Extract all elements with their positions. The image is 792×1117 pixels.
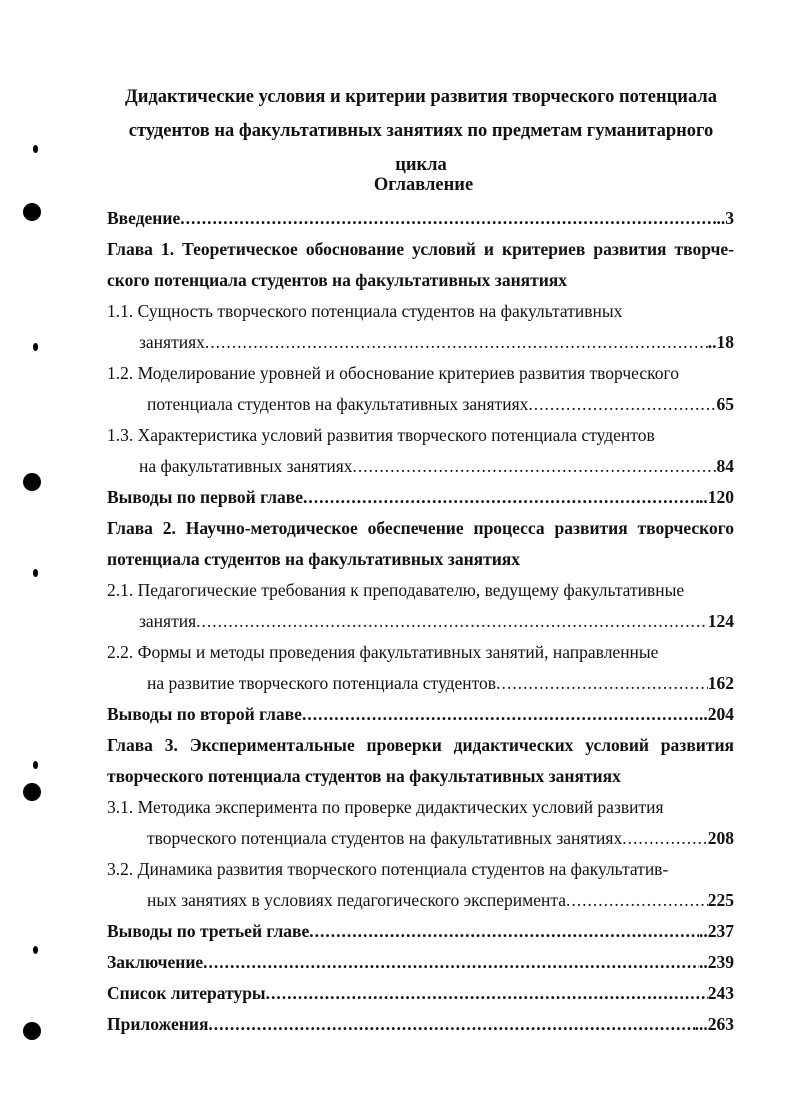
toc-section-3-2-cont [107, 885, 734, 916]
toc-section-2-2[interactable] [107, 637, 734, 668]
toc-chapter-1[interactable] [107, 234, 734, 265]
toc-entry-label: Введение [107, 208, 181, 228]
toc-chapter-title-cont: творческого потенциала студентов на факультативных занятиях [107, 766, 621, 786]
toc-section-1-2-cont [107, 389, 734, 420]
toc-page-number: ...263 [694, 1014, 734, 1034]
punch-hole [23, 783, 41, 801]
toc-section-1-1-cont [107, 327, 734, 358]
toc-section-title-cont: ных занятиях в условиях педагогического эксперимента [147, 890, 567, 910]
toc-section-1-1[interactable] [107, 296, 734, 327]
toc-section-title: 1.2. Моделирование уровней и обоснование критериев развития творческого [107, 363, 679, 383]
toc-entry-intro[interactable] [107, 203, 734, 234]
toc-section-1-2[interactable] [107, 358, 734, 389]
document-title: Дидактические условия и критерии развития творческого потенциала студентов на факультативных занятиях по предметам гуманитарного цикла [125, 87, 717, 175]
toc-leader-dots [622, 823, 708, 854]
toc-leader-dots [302, 699, 699, 730]
toc-section-1-3[interactable] [107, 420, 734, 451]
punch-hole [23, 203, 41, 221]
punch-mark [33, 761, 38, 769]
toc-leader-dots [566, 885, 708, 916]
toc-page-number: 243 [707, 983, 734, 1003]
toc-leader-dots [205, 327, 708, 358]
toc-section-3-2[interactable] [107, 854, 734, 885]
toc-chapter-title: Глава 1. Теоретическое обоснование условий и критериев развития творче- [107, 239, 734, 259]
toc-section-1-3-cont [107, 451, 734, 482]
toc-section-title: 2.2. Формы и методы проведения факультативных занятий, направленные [107, 642, 659, 662]
toc-chapter-title: Глава 2. Научно-методическое обеспечение процесса развития творческого [107, 518, 734, 538]
toc-page-number: 84 [716, 456, 734, 476]
toc-section-2-1-cont [107, 606, 734, 637]
punch-mark [33, 569, 38, 577]
toc-chapter-2[interactable] [107, 513, 734, 544]
toc-section-3-1-cont [107, 823, 734, 854]
toc-page-number: 162 [707, 673, 734, 693]
toc-page-number: ..3 [716, 208, 734, 228]
toc-section-title-cont: потенциала студентов на факультативных занятиях [147, 394, 529, 414]
toc-entry-label: Выводы по первой главе [107, 487, 303, 507]
toc-entry-label: Заключение [107, 952, 204, 972]
toc-section-title: 3.1. Методика эксперимента по проверке дидактических условий развития [107, 797, 664, 817]
toc-chapter-2-cont [107, 544, 734, 575]
toc-section-title: 3.2. Динамика развития творческого потенциала студентов на факультатив- [107, 859, 669, 879]
punch-hole [23, 473, 41, 491]
punch-hole [23, 1022, 41, 1040]
toc-section-2-1[interactable] [107, 575, 734, 606]
toc-section-3-1[interactable] [107, 792, 734, 823]
toc-conclusions-3[interactable] [107, 916, 734, 947]
punch-mark [33, 343, 38, 351]
toc-section-title-cont: творческого потенциала студентов на факультативных занятиях [147, 828, 623, 848]
toc-section-title-cont: занятиях [139, 332, 205, 352]
toc-leader-dots [528, 389, 716, 420]
toc-section-title: 1.1. Сущность творческого потенциала студентов на факультативных [107, 301, 623, 321]
toc-section-2-2-cont [107, 668, 734, 699]
toc-leader-dots [266, 978, 708, 1009]
toc-leader-dots [180, 203, 716, 234]
toc-page-number: ..239 [699, 952, 734, 972]
table-of-contents [107, 203, 734, 1040]
punch-mark [33, 145, 38, 153]
toc-leader-dots [496, 668, 708, 699]
toc-section-title-cont: на развитие творческого потенциала студентов [147, 673, 497, 693]
toc-leader-dots [208, 1009, 694, 1040]
toc-leader-dots [203, 947, 699, 978]
toc-entry-label: Приложения [107, 1014, 209, 1034]
toc-conclusion[interactable] [107, 947, 734, 978]
toc-entry-label: Выводы по второй главе [107, 704, 302, 724]
toc-section-title: 1.3. Характеристика условий развития творческого потенциала студентов [107, 425, 655, 445]
toc-leader-dots [309, 916, 699, 947]
toc-heading: Оглавление [373, 175, 474, 195]
toc-section-title-cont: занятия [139, 611, 197, 631]
toc-section-title-cont: на факультативных занятиях [139, 456, 353, 476]
toc-chapter-1-cont [107, 265, 734, 296]
toc-page-number: ..120 [699, 487, 734, 507]
toc-appendix[interactable] [107, 1009, 734, 1040]
toc-page-number: 225 [707, 890, 734, 910]
toc-conclusions-1[interactable] [107, 482, 734, 513]
toc-page-number: ..237 [699, 921, 734, 941]
toc-chapter-title: Глава 3. Экспериментальные проверки дидактических условий развития [107, 735, 734, 755]
toc-entry-label: Список литературы [107, 983, 266, 1003]
toc-page-number: 208 [707, 828, 734, 848]
toc-chapter-title-cont: ского потенциала студентов на факультативных занятиях [107, 270, 568, 290]
toc-section-title: 2.1. Педагогические требования к преподавателю, ведущему факультативные [107, 580, 685, 600]
punch-mark [33, 946, 38, 954]
toc-chapter-3-cont [107, 761, 734, 792]
toc-leader-dots [353, 451, 717, 482]
toc-chapter-title-cont: потенциала студентов на факультативных занятиях [107, 549, 521, 569]
toc-leader-dots [303, 482, 699, 513]
toc-chapter-3[interactable] [107, 730, 734, 761]
toc-conclusions-2[interactable] [107, 699, 734, 730]
toc-page-number: ..18 [707, 332, 734, 352]
toc-leader-dots [196, 606, 708, 637]
toc-entry-label: Выводы по третьей главе [107, 921, 310, 941]
toc-page-number: 65 [716, 394, 734, 414]
toc-references[interactable] [107, 978, 734, 1009]
toc-page-number: ..204 [699, 704, 734, 724]
toc-page-number: 124 [707, 611, 734, 631]
